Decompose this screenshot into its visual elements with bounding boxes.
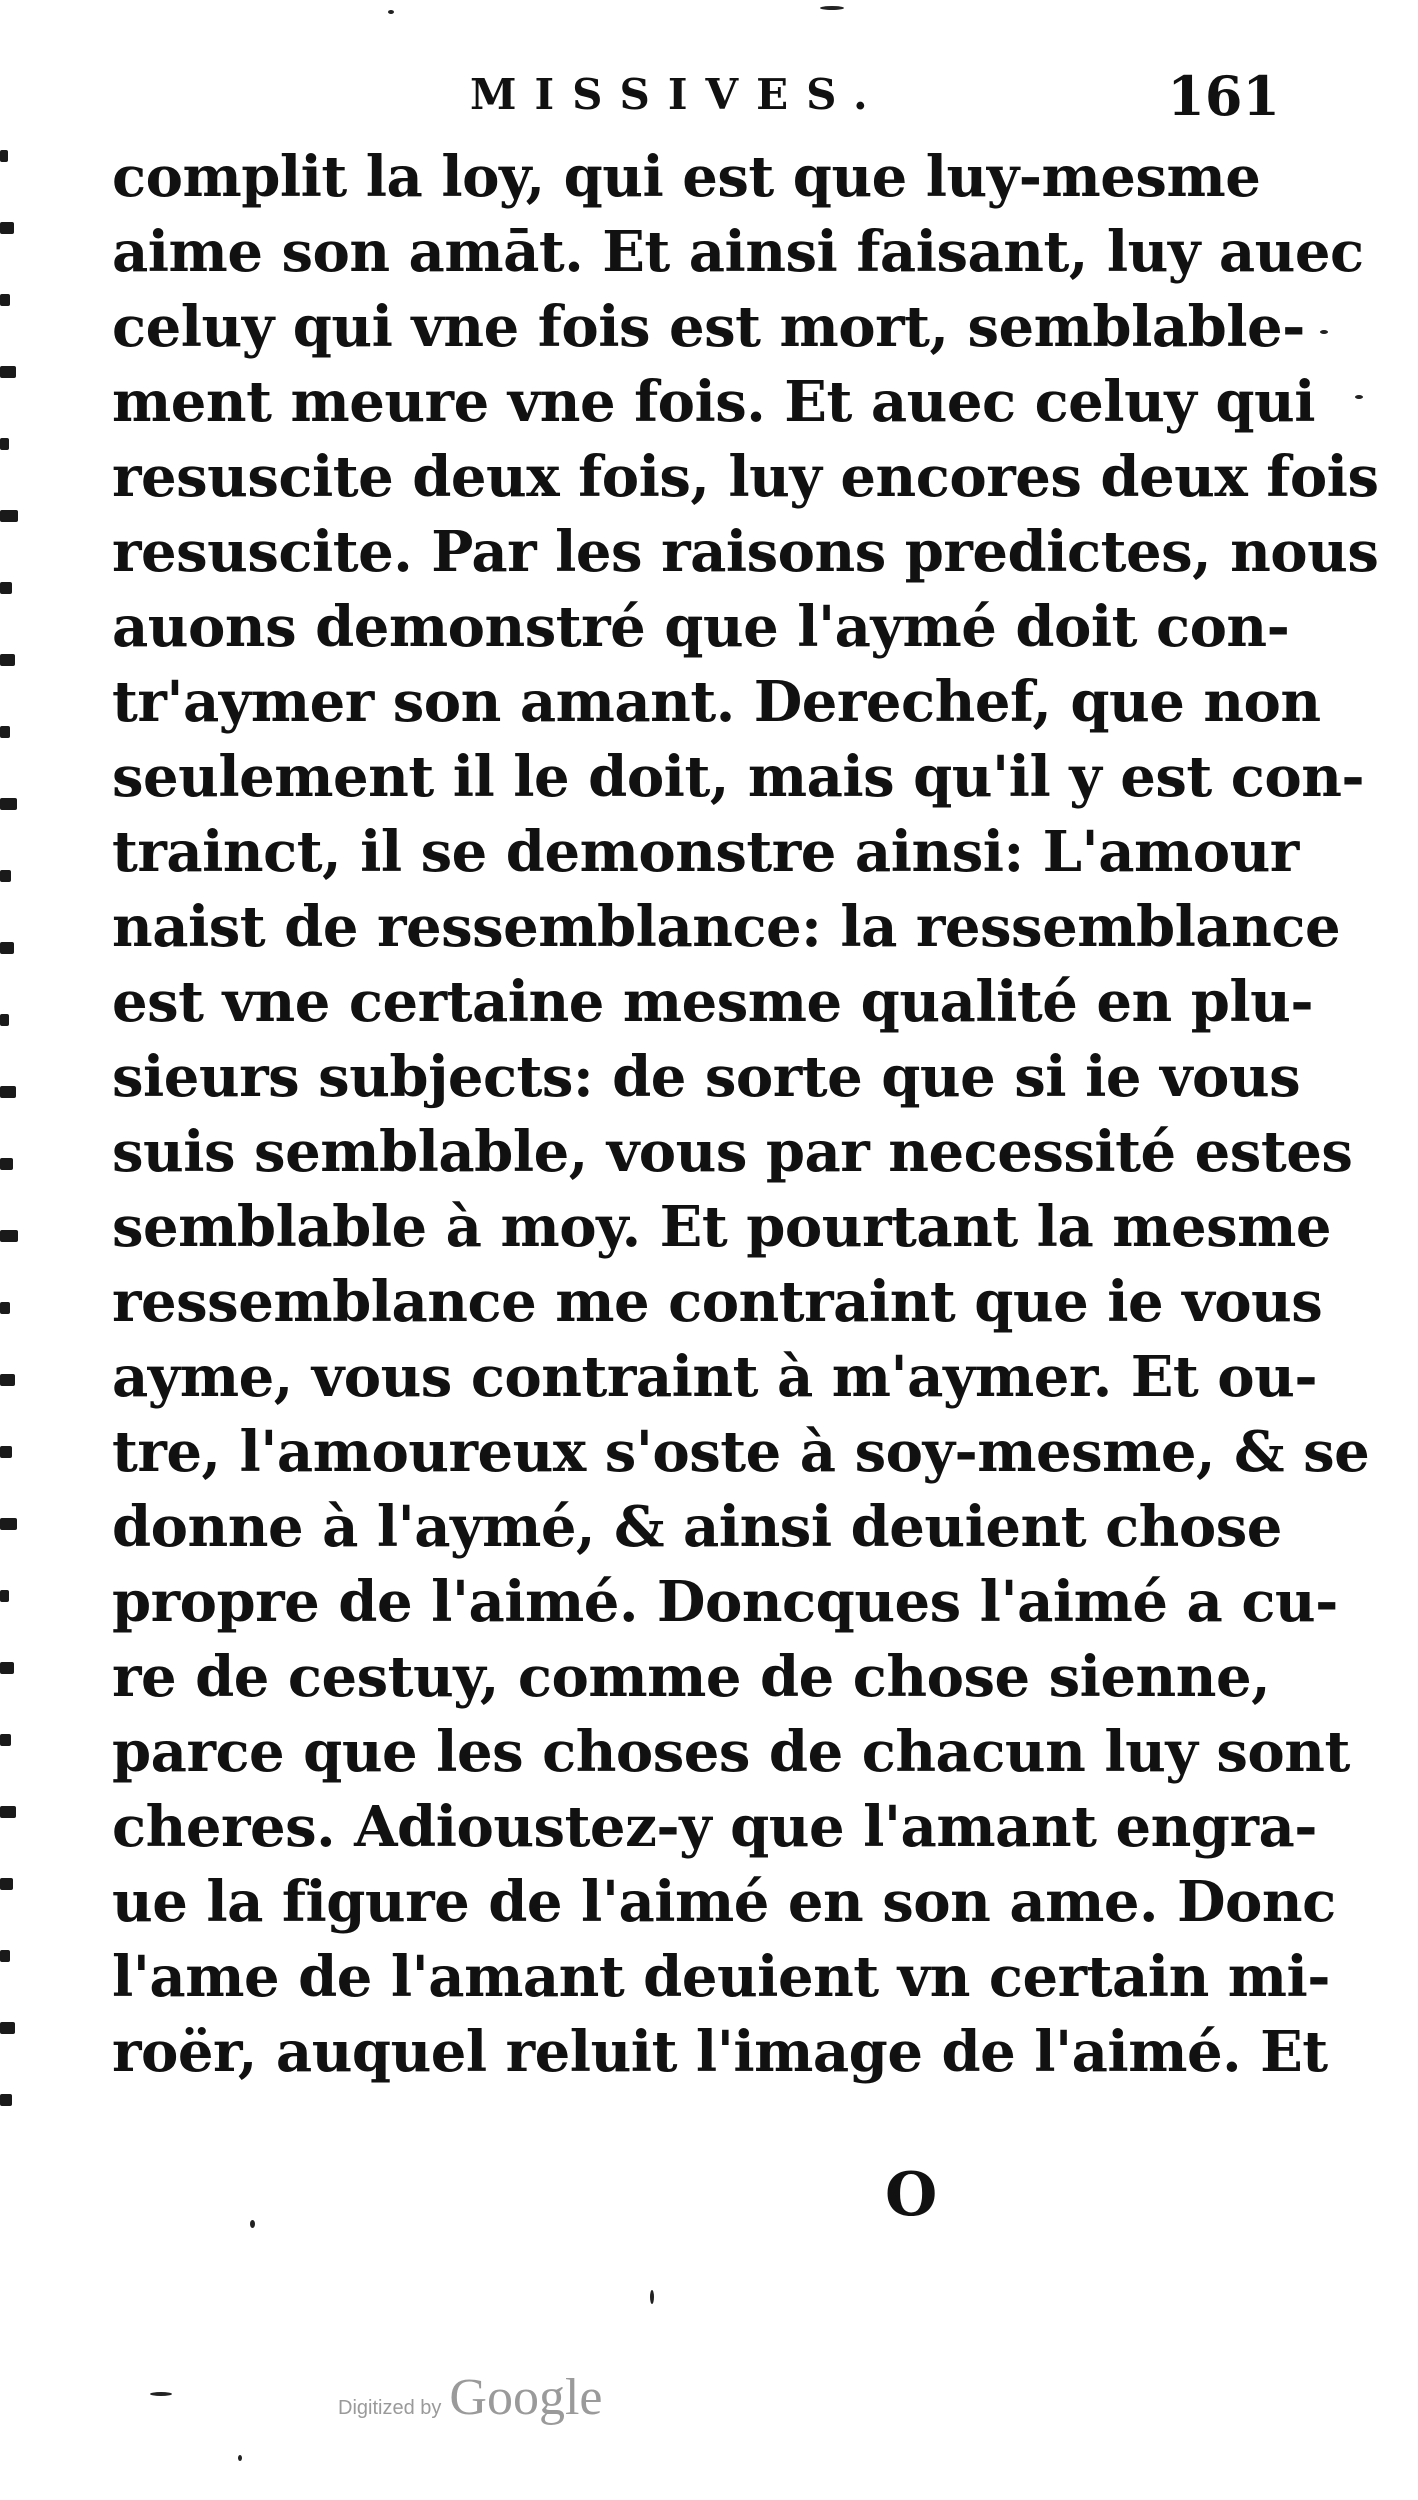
facing-page-bleed (0, 150, 30, 2270)
scan-speck (250, 2220, 255, 2228)
text-line: tr'aymer son amant. Derechef, que non (112, 669, 1321, 735)
text-line: donne à l'aymé, & ainsi deuient chose (112, 1494, 1282, 1560)
text-line: seulement il le doit, mais qu'il y est con- (112, 744, 1365, 810)
text-line: semblable à moy. Et pourtant la mesme (112, 1194, 1332, 1260)
running-title: MISSIVES. (470, 70, 886, 119)
text-line: trainct, il se demonstre ainsi: L'amour (112, 819, 1299, 885)
google-logo: Google (449, 2369, 603, 2426)
text-line: tre, l'amoureux s'oste à soy-mesme, & se (112, 1419, 1370, 1485)
text-line: ressemblance me contraint que ie vous (112, 1269, 1323, 1335)
text-line: sieurs subjects: de sorte que si ie vous (112, 1044, 1301, 1110)
text-line: cheres. Adioustez-y que l'amant engra- (112, 1794, 1317, 1860)
text-line: ue la figure de l'aimé en son ame. Donc (112, 1869, 1336, 1935)
scan-speck (1320, 330, 1328, 334)
text-line: complit la loy, qui est que luy-mesme (112, 144, 1261, 210)
text-line: re de cestuy, comme de chose sienne, (112, 1644, 1271, 1710)
text-line: parce que les choses de chacun luy sont (112, 1719, 1350, 1785)
signature-mark: O (885, 2160, 938, 2230)
scan-speck (1355, 395, 1363, 399)
text-line: resuscite. Par les raisons predictes, nous (112, 519, 1379, 585)
text-line: suis semblable, vous par necessité estes (112, 1119, 1353, 1185)
text-line: auons demonstré que l'aymé doit con- (112, 594, 1290, 660)
text-line: ment meure vne fois. Et auec celuy qui (112, 369, 1315, 435)
text-line: l'ame de l'amant deuient vn certain mi- (112, 1944, 1331, 2010)
page-header (470, 60, 1280, 140)
watermark-prefix: Digitized by (338, 2397, 442, 2419)
text-line: roër, auquel reluit l'image de l'aimé. Et (112, 2019, 1328, 2085)
text-line: celuy qui vne fois est mort, semblable- (112, 294, 1305, 360)
text-line: resuscite deux fois, luy encores deux fois (112, 444, 1379, 510)
scan-speck (150, 2392, 172, 2396)
scan-speck (388, 10, 394, 14)
scan-speck (650, 2290, 654, 2304)
scan-speck (238, 2455, 242, 2461)
text-line: propre de l'aimé. Doncques l'aimé a cu- (112, 1569, 1338, 1635)
body-text (112, 140, 1379, 2090)
page-number: 161 (1167, 64, 1280, 128)
text-line: aime son amāt. Et ainsi faisant, luy auec (112, 219, 1364, 285)
text-line: ayme, vous contraint à m'aymer. Et ou- (112, 1344, 1318, 1410)
digitization-watermark (338, 2368, 602, 2427)
text-line: est vne certaine mesme qualité en plu- (112, 969, 1314, 1035)
scan-speck (820, 6, 844, 10)
text-line: naist de ressemblance: la ressemblance (112, 894, 1341, 960)
